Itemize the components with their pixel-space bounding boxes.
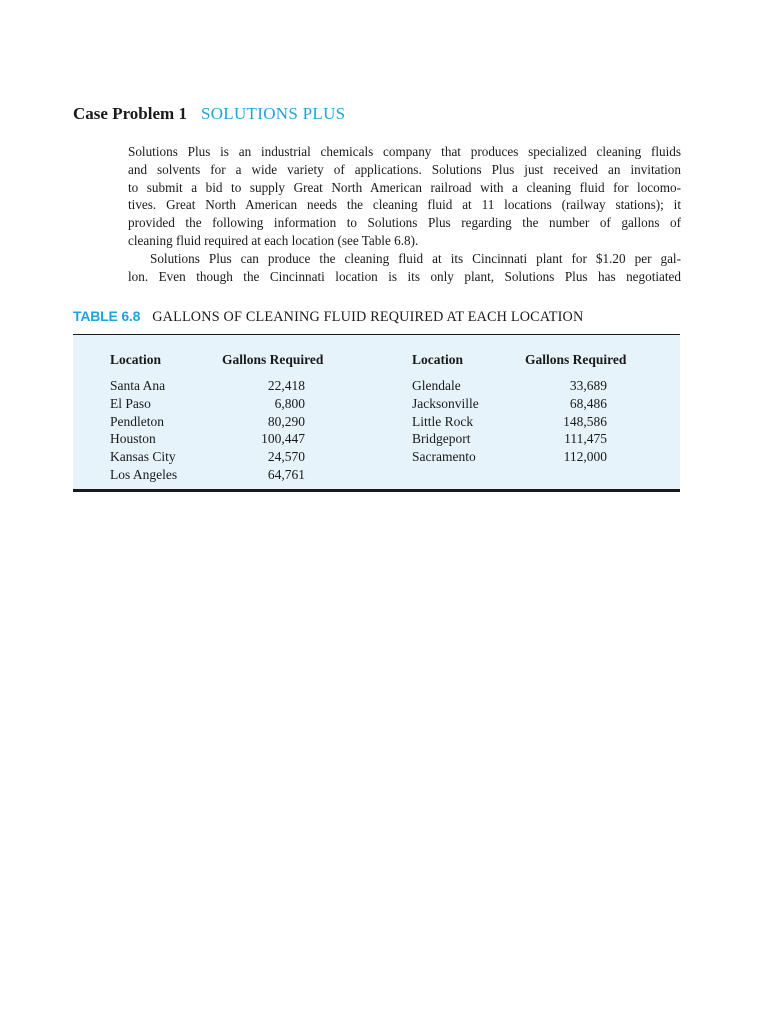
column-header-gallons-right: Gallons Required	[525, 352, 627, 367]
case-name: SOLUTIONS PLUS	[200, 104, 346, 123]
case-heading	[73, 104, 345, 124]
table-cell-location: Houston	[110, 431, 156, 447]
table-caption	[73, 308, 583, 326]
column-header-gallons-left: Gallons Required	[222, 352, 324, 367]
table-cell-gallons: 111,475	[564, 431, 607, 447]
table-cell-gallons: 33,689	[569, 378, 607, 393]
body-text	[128, 143, 681, 285]
table-cell-location: Los Angeles	[110, 466, 178, 482]
table-cell-gallons: 64,761	[267, 466, 305, 482]
right-gallons-column	[535, 377, 607, 466]
table-title: GALLONS OF CLEANING FLUID REQUIRED AT EACH LOCATION	[152, 309, 584, 325]
column-header-location-right: Location	[412, 352, 464, 367]
paragraph-line: Solutions Plus can produce the cleaning fluid at its Cincinnati plant for $1.20 per gal-	[150, 250, 681, 266]
paragraph-2	[128, 250, 681, 286]
table-cell-location: Pendleton	[110, 413, 164, 429]
table-cell-gallons: 22,418	[267, 378, 305, 393]
left-location-column	[110, 377, 177, 484]
table-cell-location: Santa Ana	[110, 378, 166, 393]
paragraph-line: and solvents for a wide variety of applications. Solutions Plus just received an invitation	[128, 161, 681, 177]
paragraph-line: to submit a bid to supply Great North American railroad with a cleaning fluid for locomo-	[128, 179, 681, 195]
table-cell-location: El Paso	[110, 395, 151, 411]
table-cell-gallons: 6,800	[274, 395, 305, 411]
paragraph-1	[128, 143, 681, 250]
table-cell-location: Jacksonville	[412, 395, 479, 411]
table-cell-gallons: 80,290	[267, 413, 305, 429]
table-cell-location: Glendale	[412, 378, 461, 393]
column-header-location-left: Location	[110, 352, 162, 367]
table-label: TABLE 6.8	[73, 308, 141, 324]
left-gallons-column	[233, 377, 305, 484]
table-cell-location: Little Rock	[412, 413, 474, 429]
table-cell-gallons: 24,570	[267, 449, 305, 465]
gallons-table	[73, 334, 680, 492]
right-location-column	[412, 377, 479, 466]
case-label: Case Problem 1	[73, 104, 187, 123]
paragraph-line: tives. Great North American needs the cleaning fluid at 11 locations (railway stations); it	[128, 197, 681, 213]
table-cell-gallons: 112,000	[563, 449, 607, 465]
paragraph-line: Solutions Plus is an industrial chemicals company that produces specialized cleaning fluids	[128, 144, 681, 159]
paragraph-line: lon. Even though the Cincinnati location is its only plant, Solutions Plus has negotiated	[128, 268, 681, 284]
paragraph-line: cleaning fluid required at each location (see Table 6.8).	[128, 232, 419, 248]
table-cell-location: Sacramento	[412, 449, 476, 465]
table-cell-location: Bridgeport	[412, 431, 471, 447]
table-cell-gallons: 148,586	[563, 413, 607, 429]
paragraph-line: provided the following information to Solutions Plus regarding the number of gallons of	[128, 215, 681, 231]
table-cell-location: Kansas City	[110, 449, 176, 465]
table-cell-gallons: 68,486	[569, 395, 607, 411]
table-cell-gallons: 100,447	[261, 431, 305, 447]
